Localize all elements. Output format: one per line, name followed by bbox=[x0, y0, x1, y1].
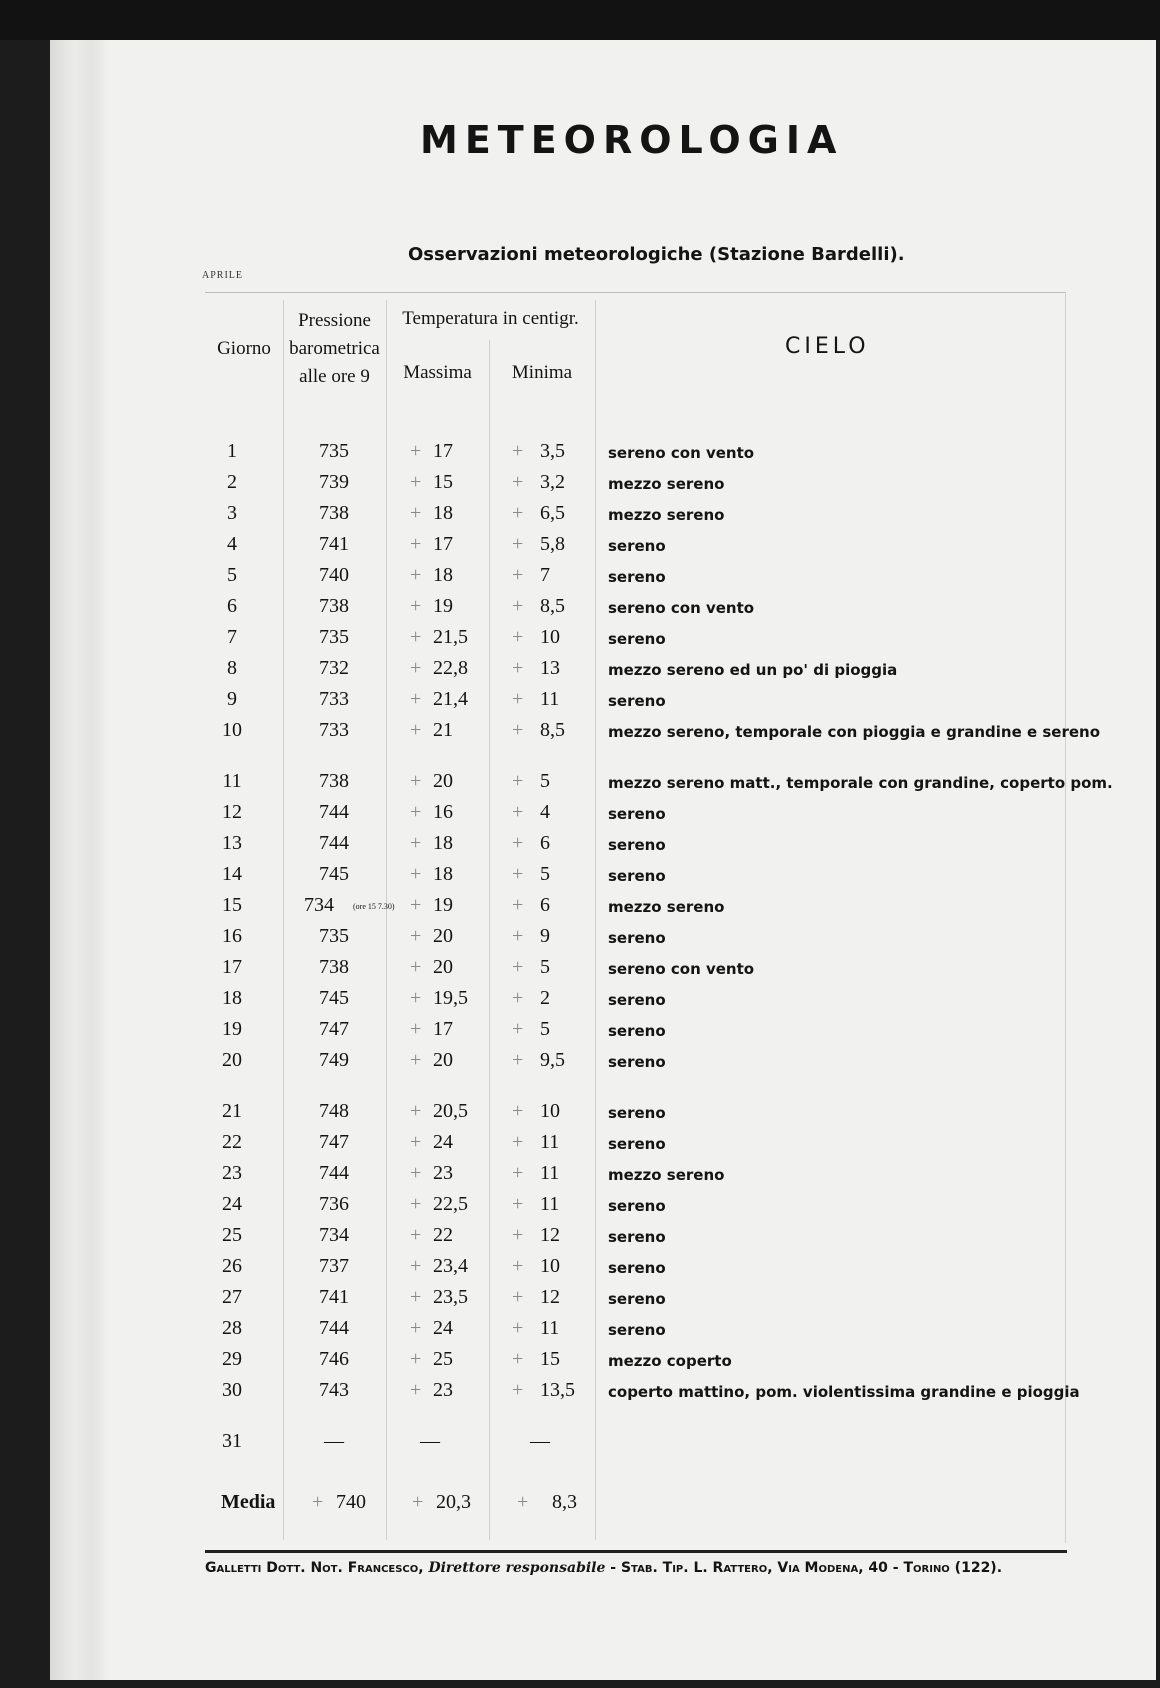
day-cell: 30 bbox=[222, 1379, 242, 1401]
header-minima: Minima bbox=[511, 362, 573, 383]
day-cell: 2 bbox=[227, 471, 237, 493]
min-plus-sign: + bbox=[512, 801, 524, 823]
max-temp-cell: 22 bbox=[433, 1224, 453, 1246]
max-plus-sign: + bbox=[410, 1224, 422, 1246]
footer-rule bbox=[205, 1550, 1067, 1553]
table-row bbox=[0, 1162, 1160, 1192]
table-subtitle: Osservazioni meteorologiche (Stazione Bardelli). bbox=[408, 244, 905, 265]
min-plus-sign: + bbox=[512, 1018, 524, 1040]
day-cell: 24 bbox=[222, 1193, 242, 1215]
max-temp-cell: — bbox=[420, 1430, 440, 1452]
table-row bbox=[0, 688, 1160, 718]
pressure-cell: 733 bbox=[319, 719, 349, 741]
min-temp-cell: 15 bbox=[540, 1348, 560, 1370]
min-plus-sign: + bbox=[512, 1193, 524, 1215]
pressure-cell: 748 bbox=[319, 1100, 349, 1122]
footer-name: Galletti Dott. Not. Francesco, bbox=[205, 1560, 424, 1576]
max-plus-sign: + bbox=[410, 595, 422, 617]
sky-cell: sereno bbox=[608, 1104, 666, 1122]
day-cell: 29 bbox=[222, 1348, 242, 1370]
sky-cell: sereno bbox=[608, 836, 666, 854]
max-temp-cell: 22,8 bbox=[433, 657, 468, 679]
table-row bbox=[0, 564, 1160, 594]
day-cell: 20 bbox=[222, 1049, 242, 1071]
table-row bbox=[0, 502, 1160, 532]
sky-cell: sereno bbox=[608, 929, 666, 947]
max-plus-sign: + bbox=[410, 657, 422, 679]
sky-cell: sereno con vento bbox=[608, 599, 755, 617]
max-temp-cell: 23 bbox=[433, 1162, 453, 1184]
max-plus-sign: + bbox=[410, 956, 422, 978]
max-plus-sign: + bbox=[410, 894, 422, 916]
max-temp-cell: 19,5 bbox=[433, 987, 468, 1009]
max-plus-sign: + bbox=[410, 533, 422, 555]
min-plus-sign: + bbox=[512, 1100, 524, 1122]
sky-cell: sereno bbox=[608, 1290, 666, 1308]
sky-cell: sereno bbox=[608, 1228, 666, 1246]
max-temp-cell: 25 bbox=[433, 1348, 453, 1370]
max-temp-cell: 16 bbox=[433, 801, 453, 823]
table-row bbox=[0, 1018, 1160, 1048]
min-temp-cell: 10 bbox=[540, 1255, 560, 1277]
day-cell: 9 bbox=[227, 688, 237, 710]
max-plus-sign: + bbox=[410, 688, 422, 710]
min-plus-sign: + bbox=[512, 1224, 524, 1246]
min-plus-sign: + bbox=[512, 657, 524, 679]
table-row bbox=[0, 925, 1160, 955]
min-temp-cell: 7 bbox=[540, 564, 550, 586]
pressure-cell: 749 bbox=[319, 1049, 349, 1071]
table-row bbox=[0, 1317, 1160, 1347]
max-plus-sign: + bbox=[410, 863, 422, 885]
day-cell: 27 bbox=[222, 1286, 242, 1308]
max-temp-cell: 23,5 bbox=[433, 1286, 468, 1308]
min-plus-sign: + bbox=[512, 595, 524, 617]
max-temp-cell: 21 bbox=[433, 719, 453, 741]
table-row bbox=[0, 1286, 1160, 1316]
day-cell: 12 bbox=[222, 801, 242, 823]
sky-cell: sereno bbox=[608, 1197, 666, 1215]
min-plus-sign: + bbox=[512, 770, 524, 792]
media-max: 20,3 bbox=[436, 1491, 471, 1513]
min-plus-sign: + bbox=[512, 925, 524, 947]
table-row bbox=[0, 1379, 1160, 1409]
pressure-cell: 732 bbox=[319, 657, 349, 679]
min-temp-cell: 13,5 bbox=[540, 1379, 575, 1401]
media-pressure-plus: + bbox=[312, 1491, 324, 1513]
media-min-plus: + bbox=[517, 1491, 529, 1513]
header-temperatura: Temperatura in centigr. bbox=[402, 308, 579, 329]
sky-cell: mezzo sereno, temporale con pioggia e grandine e sereno bbox=[608, 723, 1101, 741]
pressure-cell: 745 bbox=[319, 863, 349, 885]
min-plus-sign: + bbox=[512, 1286, 524, 1308]
min-plus-sign: + bbox=[512, 832, 524, 854]
pressure-cell: 741 bbox=[319, 1286, 349, 1308]
pressure-cell: 736 bbox=[319, 1193, 349, 1215]
pressure-cell: 744 bbox=[319, 1162, 349, 1184]
pressure-cell: — bbox=[324, 1430, 344, 1452]
min-temp-cell: 6,5 bbox=[540, 502, 565, 524]
day-cell: 15 bbox=[222, 894, 242, 916]
pressure-cell: 735 bbox=[319, 626, 349, 648]
table-row bbox=[0, 770, 1160, 800]
min-temp-cell: 4 bbox=[540, 801, 550, 823]
min-temp-cell: 11 bbox=[540, 1131, 560, 1153]
day-cell: 28 bbox=[222, 1317, 242, 1339]
table-row bbox=[0, 1430, 1160, 1460]
min-plus-sign: + bbox=[512, 1162, 524, 1184]
pressure-cell: 744 bbox=[319, 832, 349, 854]
max-plus-sign: + bbox=[410, 1317, 422, 1339]
footer-role: Direttore responsabile bbox=[428, 1560, 606, 1576]
day-cell: 7 bbox=[227, 626, 237, 648]
max-plus-sign: + bbox=[410, 801, 422, 823]
day-cell: 1 bbox=[227, 440, 237, 462]
sky-cell: sereno bbox=[608, 630, 666, 648]
header-pressione-1: Pressione bbox=[298, 310, 371, 331]
table-row bbox=[0, 719, 1160, 749]
min-plus-sign: + bbox=[512, 626, 524, 648]
sky-cell: sereno bbox=[608, 1321, 666, 1339]
min-temp-cell: 9 bbox=[540, 925, 550, 947]
min-plus-sign: + bbox=[512, 440, 524, 462]
max-temp-cell: 20 bbox=[433, 956, 453, 978]
header-giorno: Giorno bbox=[217, 338, 271, 359]
max-temp-cell: 17 bbox=[433, 533, 453, 555]
pressure-cell: 747 bbox=[319, 1018, 349, 1040]
pressure-cell: 738 bbox=[319, 502, 349, 524]
max-plus-sign: + bbox=[410, 502, 422, 524]
day-cell: 19 bbox=[222, 1018, 242, 1040]
table-row bbox=[0, 1224, 1160, 1254]
max-temp-cell: 24 bbox=[433, 1131, 453, 1153]
min-plus-sign: + bbox=[512, 1348, 524, 1370]
pressure-cell: 738 bbox=[319, 956, 349, 978]
sky-cell: sereno bbox=[608, 1022, 666, 1040]
min-temp-cell: 3,5 bbox=[540, 440, 565, 462]
max-temp-cell: 17 bbox=[433, 440, 453, 462]
day-cell: 17 bbox=[222, 956, 242, 978]
pressure-cell: 740 bbox=[319, 564, 349, 586]
max-plus-sign: + bbox=[410, 832, 422, 854]
sky-cell: sereno bbox=[608, 537, 666, 555]
sky-cell: mezzo sereno bbox=[608, 506, 725, 524]
max-plus-sign: + bbox=[410, 770, 422, 792]
max-plus-sign: + bbox=[410, 1193, 422, 1215]
sky-cell: sereno bbox=[608, 867, 666, 885]
media-row bbox=[0, 1491, 1160, 1521]
min-plus-sign: + bbox=[512, 471, 524, 493]
max-plus-sign: + bbox=[410, 719, 422, 741]
table-row bbox=[0, 863, 1160, 893]
min-temp-cell: 13 bbox=[540, 657, 560, 679]
max-plus-sign: + bbox=[410, 471, 422, 493]
min-temp-cell: 3,2 bbox=[540, 471, 565, 493]
min-temp-cell: 11 bbox=[540, 1317, 560, 1339]
day-cell: 10 bbox=[222, 719, 242, 741]
min-temp-cell: 11 bbox=[540, 1193, 560, 1215]
max-temp-cell: 20 bbox=[433, 925, 453, 947]
max-temp-cell: 22,5 bbox=[433, 1193, 468, 1215]
max-temp-cell: 18 bbox=[433, 832, 453, 854]
sky-cell: sereno bbox=[608, 991, 666, 1009]
max-temp-cell: 20 bbox=[433, 1049, 453, 1071]
pressure-cell: 746 bbox=[319, 1348, 349, 1370]
min-plus-sign: + bbox=[512, 894, 524, 916]
max-temp-cell: 18 bbox=[433, 863, 453, 885]
max-temp-cell: 19 bbox=[433, 894, 453, 916]
table-row bbox=[0, 894, 1160, 924]
min-plus-sign: + bbox=[512, 863, 524, 885]
max-temp-cell: 24 bbox=[433, 1317, 453, 1339]
page-title: METEOROLOGIA bbox=[420, 118, 844, 162]
header-massima: Massima bbox=[403, 362, 472, 383]
pressure-cell: 738 bbox=[319, 595, 349, 617]
media-min: 8,3 bbox=[552, 1491, 577, 1513]
max-plus-sign: + bbox=[410, 564, 422, 586]
min-temp-cell: 2 bbox=[540, 987, 550, 1009]
max-temp-cell: 21,5 bbox=[433, 626, 468, 648]
pressure-cell: 745 bbox=[319, 987, 349, 1009]
pressure-cell: 734 bbox=[319, 1224, 349, 1246]
table-row bbox=[0, 1131, 1160, 1161]
max-plus-sign: + bbox=[410, 440, 422, 462]
min-plus-sign: + bbox=[512, 956, 524, 978]
sky-cell: coperto mattino, pom. violentissima grandine e pioggia bbox=[608, 1383, 1080, 1401]
footer-imprint bbox=[205, 1560, 1075, 1576]
sky-cell: mezzo coperto bbox=[608, 1352, 732, 1370]
day-cell: 25 bbox=[222, 1224, 242, 1246]
pressure-cell: 741 bbox=[319, 533, 349, 555]
footer-printer: - Stab. Tip. L. Rattero, Via Modena, 40 - Torino (122). bbox=[610, 1560, 1003, 1576]
min-plus-sign: + bbox=[512, 1255, 524, 1277]
min-temp-cell: 6 bbox=[540, 832, 550, 854]
min-temp-cell: 5 bbox=[540, 956, 550, 978]
min-temp-cell: 5,8 bbox=[540, 533, 565, 555]
min-temp-cell: 12 bbox=[540, 1224, 560, 1246]
min-plus-sign: + bbox=[512, 533, 524, 555]
max-plus-sign: + bbox=[410, 987, 422, 1009]
max-temp-cell: 19 bbox=[433, 595, 453, 617]
pressure-cell: 744 bbox=[319, 801, 349, 823]
max-plus-sign: + bbox=[410, 1049, 422, 1071]
table-row bbox=[0, 1193, 1160, 1223]
day-cell: 31 bbox=[222, 1430, 242, 1452]
max-temp-cell: 20,5 bbox=[433, 1100, 468, 1122]
pressure-cell: 739 bbox=[319, 471, 349, 493]
table-row bbox=[0, 471, 1160, 501]
max-temp-cell: 18 bbox=[433, 564, 453, 586]
month-label: APRILE bbox=[202, 270, 243, 281]
max-temp-cell: 20 bbox=[433, 770, 453, 792]
min-temp-cell: 11 bbox=[540, 1162, 560, 1184]
min-temp-cell: 5 bbox=[540, 1018, 550, 1040]
sky-cell: sereno con vento bbox=[608, 960, 755, 978]
header-pressione-3: alle ore 9 bbox=[299, 366, 370, 387]
day-cell: 5 bbox=[227, 564, 237, 586]
min-temp-cell: 10 bbox=[540, 626, 560, 648]
table-row bbox=[0, 801, 1160, 831]
table-row bbox=[0, 626, 1160, 656]
sky-cell: sereno bbox=[608, 692, 666, 710]
day-cell: 3 bbox=[227, 502, 237, 524]
day-cell: 6 bbox=[227, 595, 237, 617]
min-temp-cell: 8,5 bbox=[540, 595, 565, 617]
table-row bbox=[0, 1100, 1160, 1130]
max-temp-cell: 18 bbox=[433, 502, 453, 524]
sky-cell: sereno bbox=[608, 805, 666, 823]
max-plus-sign: + bbox=[410, 1255, 422, 1277]
day-cell: 18 bbox=[222, 987, 242, 1009]
table-row bbox=[0, 832, 1160, 862]
min-temp-cell: 10 bbox=[540, 1100, 560, 1122]
pressure-cell: 735 bbox=[319, 440, 349, 462]
min-plus-sign: + bbox=[512, 502, 524, 524]
table-row bbox=[0, 1049, 1160, 1079]
min-plus-sign: + bbox=[512, 1131, 524, 1153]
max-plus-sign: + bbox=[410, 1379, 422, 1401]
min-plus-sign: + bbox=[512, 1317, 524, 1339]
max-temp-cell: 23 bbox=[433, 1379, 453, 1401]
sky-cell: mezzo sereno bbox=[608, 898, 725, 916]
min-plus-sign: + bbox=[512, 987, 524, 1009]
media-pressure: 740 bbox=[336, 1491, 366, 1513]
max-plus-sign: + bbox=[410, 626, 422, 648]
day-cell: 11 bbox=[222, 770, 242, 792]
sky-cell: mezzo sereno bbox=[608, 1166, 725, 1184]
day-cell: 14 bbox=[222, 863, 242, 885]
table-row bbox=[0, 657, 1160, 687]
max-plus-sign: + bbox=[410, 1348, 422, 1370]
pressure-cell: 743 bbox=[319, 1379, 349, 1401]
sky-cell: sereno bbox=[608, 1259, 666, 1277]
min-temp-cell: 9,5 bbox=[540, 1049, 565, 1071]
day-cell: 23 bbox=[222, 1162, 242, 1184]
table-row bbox=[0, 533, 1160, 563]
day-cell: 8 bbox=[227, 657, 237, 679]
sky-cell: mezzo sereno bbox=[608, 475, 725, 493]
table-row bbox=[0, 1255, 1160, 1285]
sky-cell: sereno bbox=[608, 1135, 666, 1153]
table-row bbox=[0, 987, 1160, 1017]
min-plus-sign: + bbox=[512, 1379, 524, 1401]
pressure-note: (ore 15 7.30) bbox=[353, 902, 395, 911]
max-plus-sign: + bbox=[410, 1162, 422, 1184]
pressure-cell: 734 bbox=[304, 894, 334, 916]
min-temp-cell: 11 bbox=[540, 688, 560, 710]
pressure-cell: 747 bbox=[319, 1131, 349, 1153]
media-max-plus: + bbox=[412, 1491, 424, 1513]
pressure-cell: 738 bbox=[319, 770, 349, 792]
table-row bbox=[0, 595, 1160, 625]
min-temp-cell: 5 bbox=[540, 770, 550, 792]
max-temp-cell: 23,4 bbox=[433, 1255, 468, 1277]
min-temp-cell: 5 bbox=[540, 863, 550, 885]
day-cell: 21 bbox=[222, 1100, 242, 1122]
pressure-cell: 744 bbox=[319, 1317, 349, 1339]
pressure-cell: 733 bbox=[319, 688, 349, 710]
max-temp-cell: 15 bbox=[433, 471, 453, 493]
max-plus-sign: + bbox=[410, 1286, 422, 1308]
max-plus-sign: + bbox=[410, 1100, 422, 1122]
pressure-cell: 735 bbox=[319, 925, 349, 947]
header-cielo: CIELO bbox=[785, 334, 870, 359]
sky-cell: sereno con vento bbox=[608, 444, 755, 462]
max-plus-sign: + bbox=[410, 1018, 422, 1040]
min-plus-sign: + bbox=[512, 719, 524, 741]
day-cell: 13 bbox=[222, 832, 242, 854]
max-temp-cell: 17 bbox=[433, 1018, 453, 1040]
min-temp-cell: 8,5 bbox=[540, 719, 565, 741]
media-label: Media bbox=[221, 1491, 276, 1513]
min-temp-cell: 6 bbox=[540, 894, 550, 916]
table-row bbox=[0, 1348, 1160, 1378]
table-row bbox=[0, 440, 1160, 470]
header-pressione-2: barometrica bbox=[289, 338, 380, 359]
min-plus-sign: + bbox=[512, 564, 524, 586]
day-cell: 16 bbox=[222, 925, 242, 947]
max-plus-sign: + bbox=[410, 1131, 422, 1153]
max-plus-sign: + bbox=[410, 925, 422, 947]
min-temp-cell: 12 bbox=[540, 1286, 560, 1308]
day-cell: 26 bbox=[222, 1255, 242, 1277]
pressure-cell: 737 bbox=[319, 1255, 349, 1277]
sky-cell: mezzo sereno matt., temporale con grandine, coperto pom. bbox=[608, 774, 1113, 792]
scan-top-border bbox=[0, 0, 1160, 40]
day-cell: 22 bbox=[222, 1131, 242, 1153]
min-plus-sign: + bbox=[512, 688, 524, 710]
min-temp-cell: — bbox=[530, 1430, 550, 1452]
day-cell: 4 bbox=[227, 533, 237, 555]
sky-cell: sereno bbox=[608, 568, 666, 586]
max-temp-cell: 21,4 bbox=[433, 688, 468, 710]
table-row bbox=[0, 956, 1160, 986]
sky-cell: sereno bbox=[608, 1053, 666, 1071]
min-plus-sign: + bbox=[512, 1049, 524, 1071]
sky-cell: mezzo sereno ed un po' di pioggia bbox=[608, 661, 898, 679]
